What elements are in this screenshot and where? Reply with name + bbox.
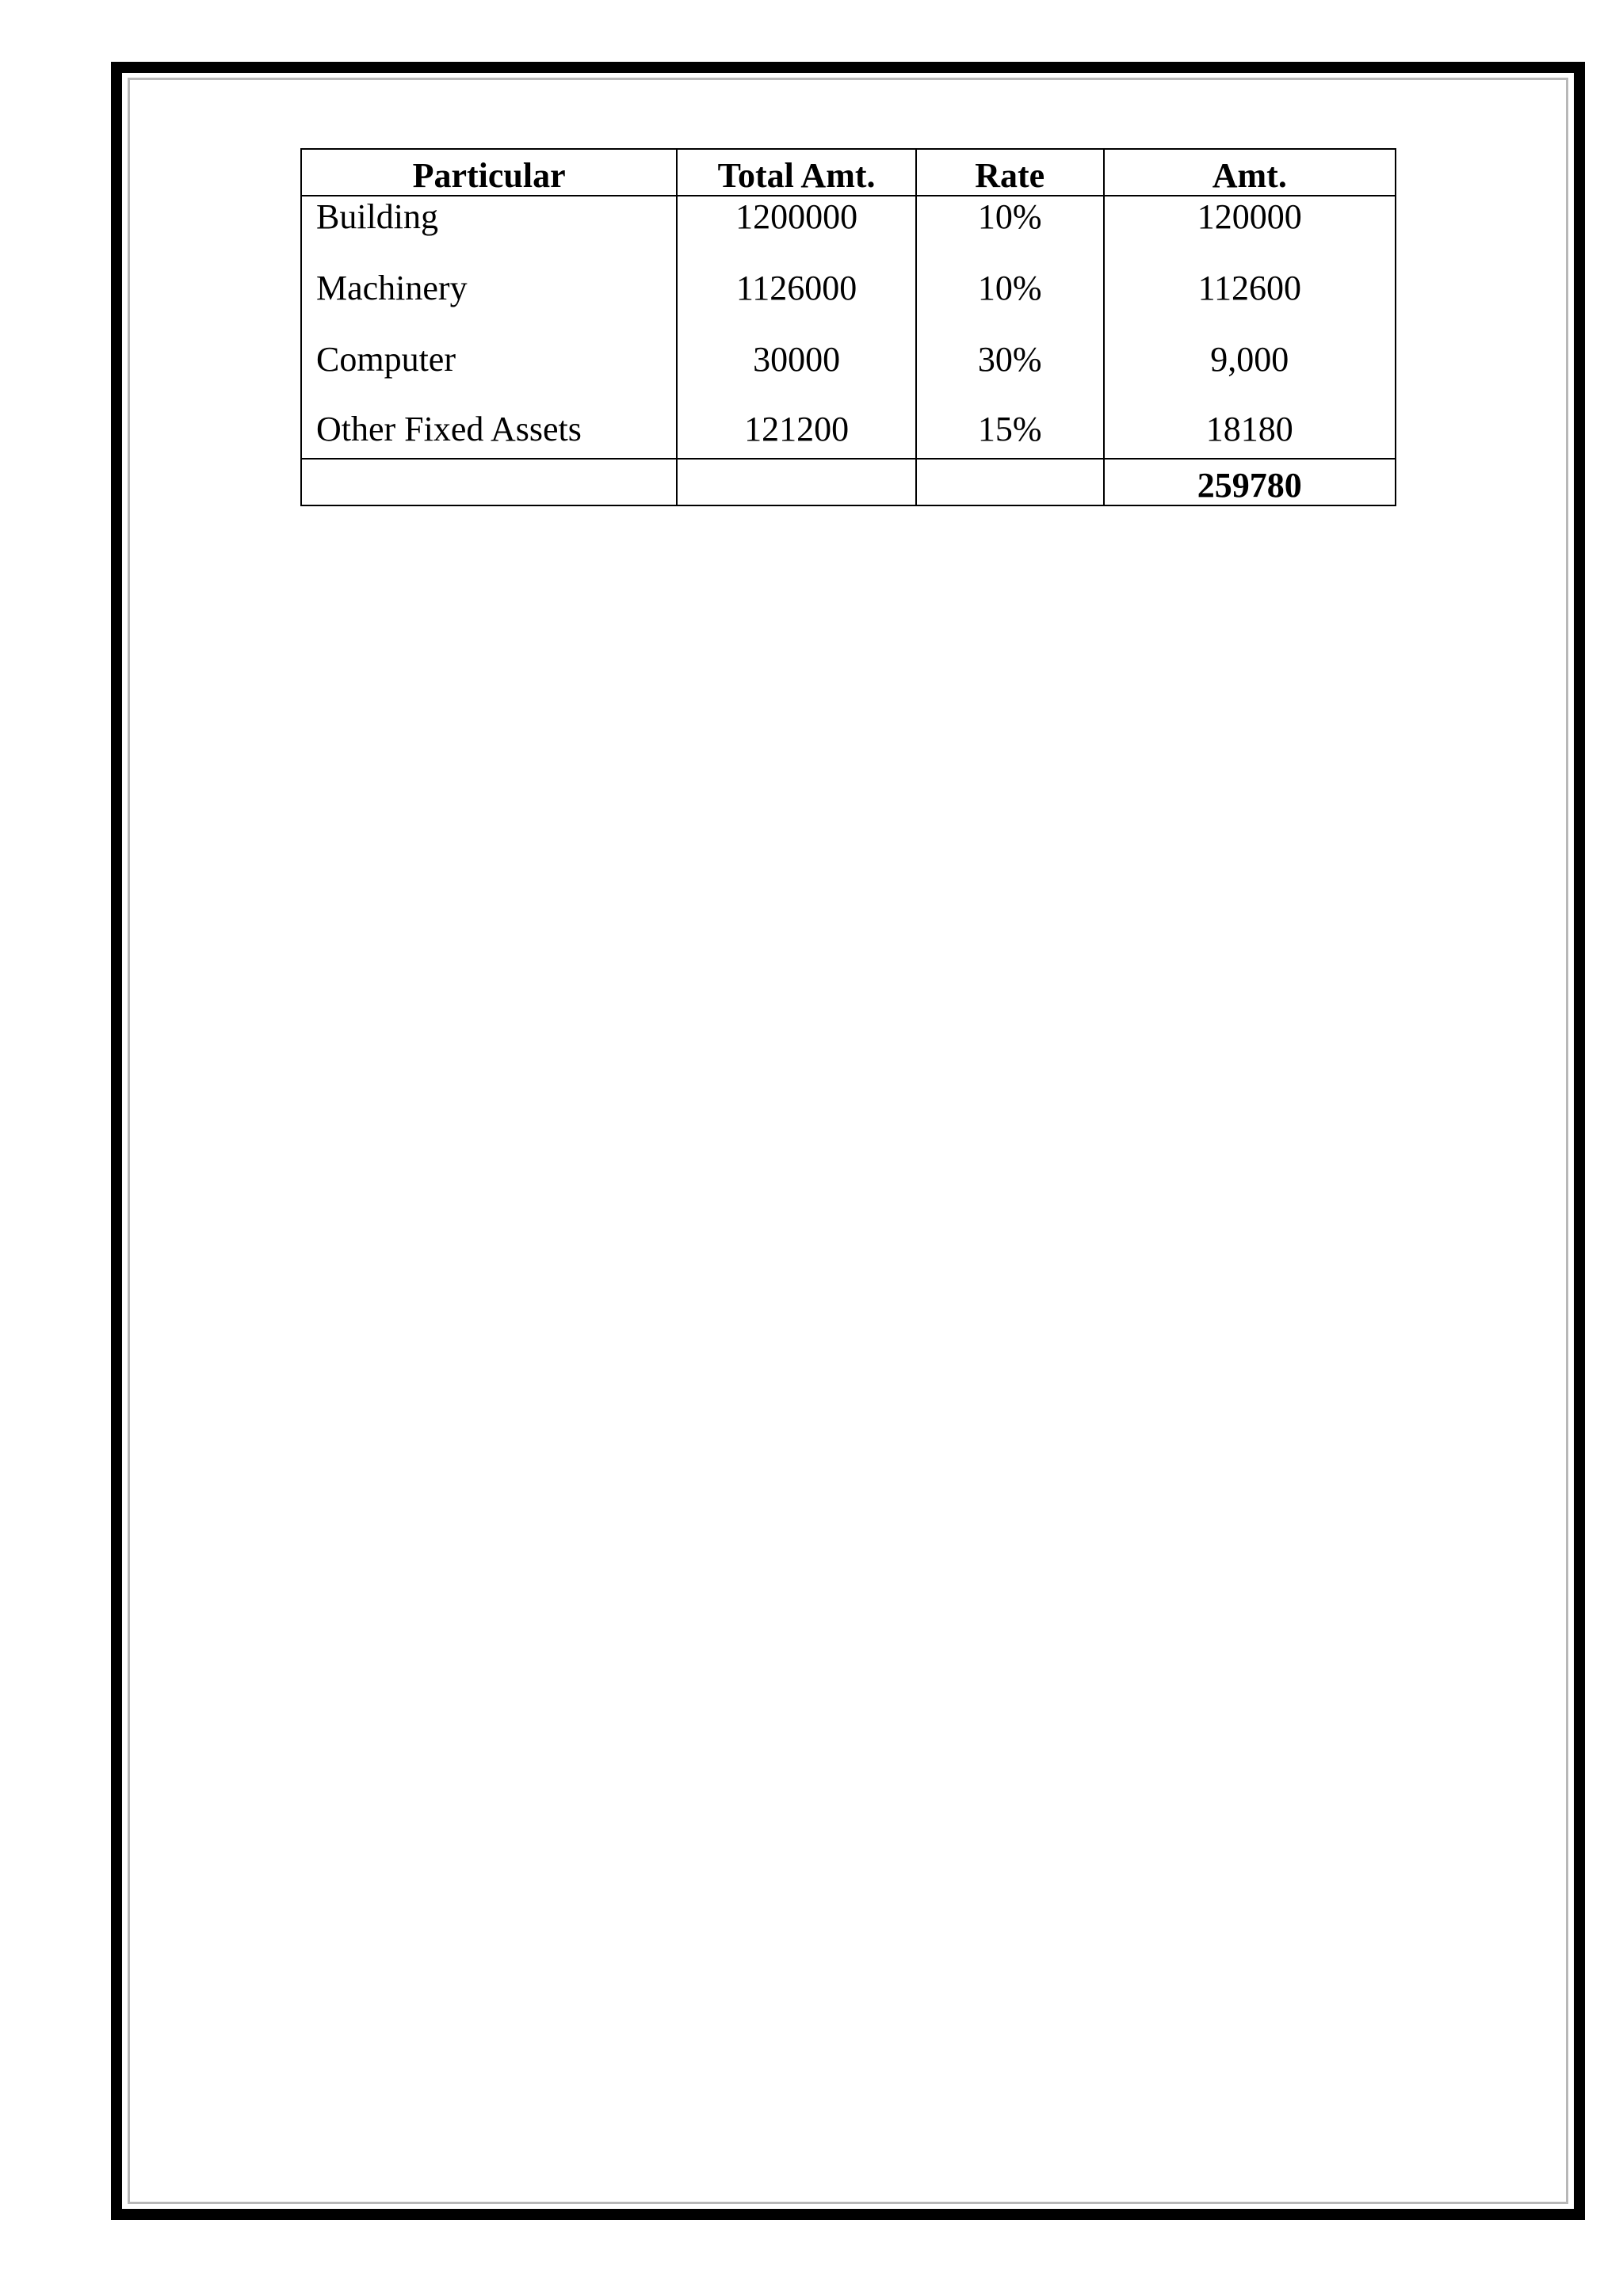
table-row <box>301 409 1396 459</box>
cell-particular: Computer <box>301 338 677 409</box>
cell-particular: Machinery <box>301 266 677 338</box>
cell-rate: 10% <box>916 266 1104 338</box>
total-empty-cell <box>677 459 916 505</box>
table-row <box>301 266 1396 338</box>
table-header-row <box>301 149 1396 196</box>
cell-amt: 112600 <box>1104 266 1396 338</box>
cell-total-amt: 1200000 <box>677 196 916 266</box>
header-total-amt: Total Amt. <box>677 149 916 196</box>
header-amt: Amt. <box>1104 149 1396 196</box>
cell-amt: 9,000 <box>1104 338 1396 409</box>
cell-total-amt: 121200 <box>677 409 916 459</box>
cell-particular: Building <box>301 196 677 266</box>
cell-particular: Other Fixed Assets <box>301 409 677 459</box>
table-row <box>301 338 1396 409</box>
cell-rate: 10% <box>916 196 1104 266</box>
cell-total-amt: 1126000 <box>677 266 916 338</box>
cell-amt: 120000 <box>1104 196 1396 266</box>
header-rate: Rate <box>916 149 1104 196</box>
total-amt-value: 259780 <box>1104 459 1396 505</box>
depreciation-table <box>300 148 1396 506</box>
header-particular: Particular <box>301 149 677 196</box>
total-empty-cell <box>301 459 677 505</box>
cell-amt: 18180 <box>1104 409 1396 459</box>
total-empty-cell <box>916 459 1104 505</box>
cell-rate: 30% <box>916 338 1104 409</box>
table-total-row <box>301 459 1396 505</box>
cell-total-amt: 30000 <box>677 338 916 409</box>
cell-rate: 15% <box>916 409 1104 459</box>
table-row <box>301 196 1396 266</box>
